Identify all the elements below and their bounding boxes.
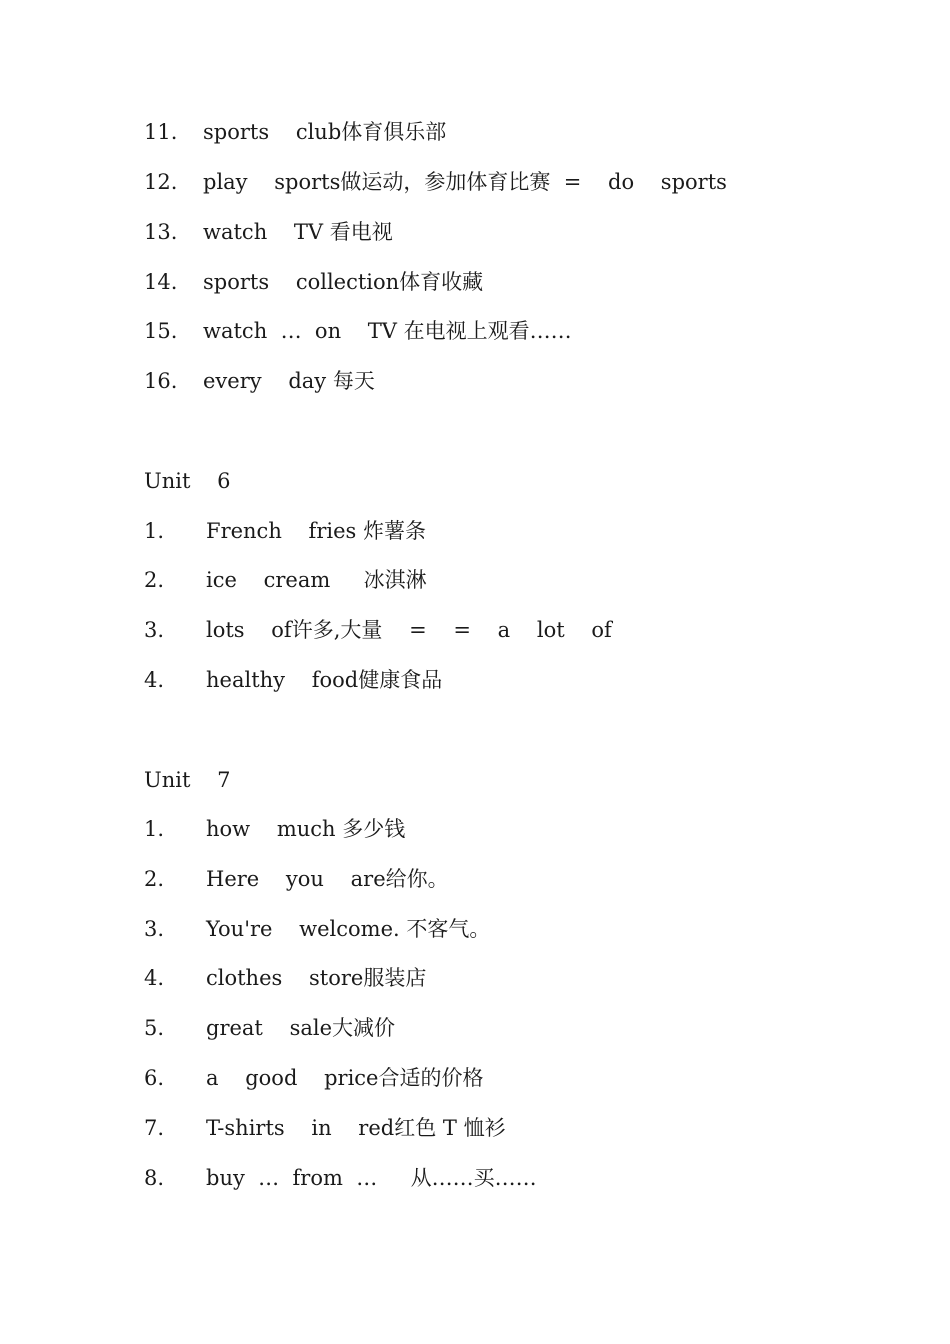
list-item: [144, 962, 427, 994]
item-number: 12.: [144, 170, 178, 194]
list-item: [144, 564, 427, 596]
item-number: 3.: [144, 618, 165, 642]
item-number: 3.: [144, 917, 165, 941]
item-text: sports club体育俱乐部: [203, 120, 447, 144]
list-item: [144, 216, 393, 248]
list-item: [144, 813, 406, 845]
list-item: [144, 1062, 484, 1094]
item-number: 13.: [144, 220, 178, 244]
unit-heading: Unit 6: [144, 469, 231, 493]
unit-heading: Unit 7: [144, 768, 231, 792]
list-item: [144, 266, 484, 298]
item-number: 8.: [144, 1166, 165, 1190]
list-item: [144, 1112, 506, 1144]
item-text: You're welcome. 不客气。: [206, 917, 491, 941]
item-number: 4.: [144, 668, 165, 692]
item-number: 7.: [144, 1116, 165, 1140]
item-text: Here you are给你。: [206, 867, 449, 891]
list-item: [144, 365, 375, 397]
item-text: sports collection体育收藏: [203, 270, 484, 294]
item-number: 1.: [144, 519, 165, 543]
item-text: buy … from … 从……买……: [206, 1166, 537, 1190]
item-text: ice cream 冰淇淋: [206, 568, 427, 592]
item-number: 16.: [144, 369, 178, 393]
list-item: [144, 1012, 396, 1044]
list-item: [144, 515, 426, 547]
item-text: French fries 炸薯条: [206, 519, 426, 543]
item-text: every day 每天: [203, 369, 375, 393]
item-text: clothes store服装店: [206, 966, 427, 990]
item-number: 2.: [144, 568, 165, 592]
item-number: 1.: [144, 817, 165, 841]
item-text: play sports做运动，参加体育比赛 = do sports: [203, 170, 727, 194]
item-number: 6.: [144, 1066, 165, 1090]
list-item: [144, 116, 447, 148]
item-number: 14.: [144, 270, 178, 294]
item-number: 2.: [144, 867, 165, 891]
item-text: lots of许多,大量 = = a lot of: [206, 618, 612, 642]
list-item: [144, 614, 612, 646]
list-item: [144, 1162, 537, 1194]
item-text: T-shirts in red红色 T 恤衫: [206, 1116, 506, 1140]
item-text: how much 多少钱: [206, 817, 406, 841]
list-item: [144, 913, 491, 945]
item-number: 4.: [144, 966, 165, 990]
list-item: [144, 863, 449, 895]
list-item: [144, 664, 443, 696]
item-text: watch TV 看电视: [203, 220, 393, 244]
item-number: 5.: [144, 1016, 165, 1040]
item-number: 11.: [144, 120, 178, 144]
item-text: great sale大减价: [206, 1016, 396, 1040]
item-text: watch … on TV 在电视上观看……: [203, 319, 572, 343]
item-text: healthy food健康食品: [206, 668, 443, 692]
list-item: [144, 166, 727, 198]
item-text: a good price合适的价格: [206, 1066, 484, 1090]
item-number: 15.: [144, 319, 178, 343]
list-item: [144, 315, 572, 347]
